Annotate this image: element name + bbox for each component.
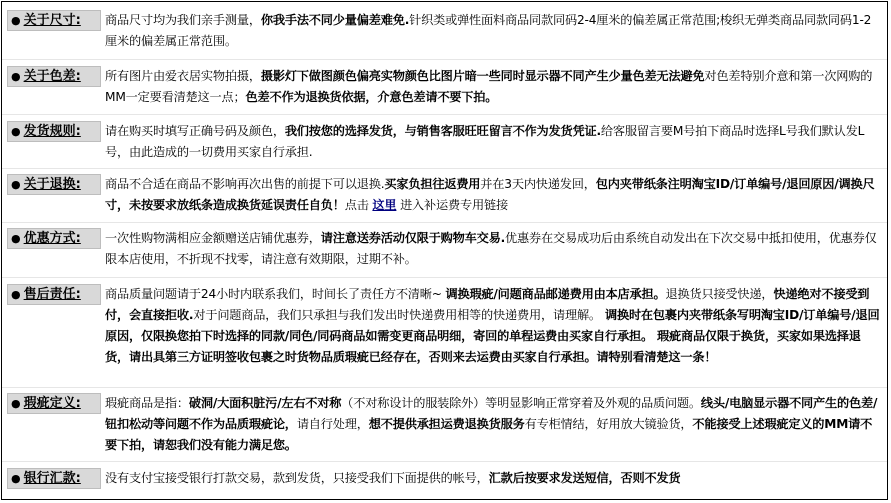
section-content — [105, 174, 883, 216]
body-text: 有专柜情结，好用放大镜验货， — [524, 417, 693, 431]
section-label: ● 关于尺寸: — [7, 10, 101, 31]
body-text: 点击 — [344, 198, 373, 212]
section-label: ● 发货规则: — [7, 121, 101, 142]
section-content — [105, 468, 883, 489]
bullet-icon: ● — [11, 14, 21, 27]
section-label: ● 关于退换: — [7, 174, 101, 195]
emphasis-text: 快递绝对不接受到付，会直接拒收. — [105, 287, 870, 322]
section-content — [105, 10, 883, 52]
emphasis-text: 破洞/大面积脏污/左右不对称 — [188, 396, 342, 410]
section-label: ● 关于色差: — [7, 66, 101, 87]
emphasis-text: 色差不作为退换货依据，介意色差请不要下拍。 — [245, 90, 498, 104]
emphasis-text: 包内夹带纸条注明淘宝ID/订单编号/退回原因/调换尺寸，未按要求放纸条造成换货延误责任自负！ — [105, 177, 875, 212]
body-text: 对色差特别介意和第一次网购的MM一定要看清楚这一点； — [105, 69, 873, 104]
body-text: 一次性购物满相应金额赠送店铺优惠券， — [105, 231, 321, 245]
body-text: 所有图片由爱衣居实物拍摄， — [105, 69, 261, 83]
bullet-icon: ● — [11, 397, 21, 410]
body-text: 给客服留言要M号拍下商品时选择L号我们默认发L号，由此造成的一切费用买家自行承担. — [105, 124, 865, 159]
bullet-icon: ● — [11, 125, 21, 138]
body-text: 针织类或弹性面料商品同款同码2-4厘米的偏差属正常范围;梭织无弹类商品同款同码1-2厘米的偏差属正常范围。 — [105, 13, 872, 48]
emphasis-text: 我们按您的选择发货，与销售客服旺旺留言不作为发货凭证. — [284, 124, 601, 138]
emphasis-text: 你我手法不同少量偏差难免. — [260, 13, 410, 27]
section-content — [105, 66, 883, 108]
bullet-icon: ● — [11, 472, 21, 485]
section-label: ● 银行汇款: — [7, 468, 101, 489]
emphasis-text: 摄影灯下做图颜色偏亮实物颜色比图片暗一些同时显示器不同产生少量色差无法避免 — [260, 69, 705, 83]
emphasis-text: 想不提供承担运费退换货服务 — [368, 417, 525, 431]
section-content — [105, 228, 883, 270]
body-text: 退换货只接受快递， — [665, 287, 774, 301]
emphasis-text: 不能接受上述瑕疵定义的MM请不要下拍，请恕我们没有能力满足您。 — [105, 417, 873, 452]
section-label: ● 优惠方式: — [7, 228, 101, 249]
body-text: 进入补运费专用链接 — [396, 198, 508, 212]
emphasis-text: 汇款后按要求发送短信，否则不发货 — [488, 471, 681, 485]
extra-shipping-link[interactable]: 这里 — [372, 198, 397, 212]
body-text: 商品质量问题请于24小时内联系我们，时间长了责任方不清晰~ — [105, 287, 446, 301]
body-text: 请在购买时填写正确号码及颜色， — [105, 124, 285, 138]
emphasis-text: 线头/电脑显示器不同产生的色差/钮扣松动等问题不作为品质瑕疵论， — [105, 396, 878, 431]
body-text: （不对称设计的服装除外）等明显影响正常穿着及外观的品质问题。 — [341, 396, 701, 410]
emphasis-text: 调换瑕疵/问题商品邮递费用由本店承担。 — [445, 287, 666, 301]
body-text: 请自行处理， — [296, 417, 369, 431]
bullet-icon: ● — [11, 232, 21, 245]
section-label: ● 售后责任: — [7, 284, 101, 305]
body-text: 对于问题商品，我们只承担与我们发出时快递费用相等的快递费用，请理解。 — [193, 308, 601, 322]
body-text: 商品尺寸均为我们亲手测量， — [105, 13, 261, 27]
emphasis-text: 请注意送券活动仅限于购物车交易. — [320, 231, 506, 245]
body-text: 瑕疵商品是指： — [105, 396, 189, 410]
bullet-icon: ● — [11, 288, 21, 301]
section-content — [105, 121, 883, 163]
store-policy-panel — [1, 1, 888, 500]
emphasis-text: 买家负担往返费用 — [384, 177, 481, 191]
emphasis-text: 调换时在包裹内夹带纸条写明淘宝ID/订单编号/退回原因，仅限换您拍下时选择的同款/同色/同码商品如需变更商品明细，寄回的单程运费由买家自行承担。 瑕疵商品仅限于换货，买家如果选择退货，请出具第三方证明签收包裹之时货物品质瑕疵已经存在，否则来去运费由买家自行承担。请特别看清楚这一条！ — [105, 308, 880, 364]
body-text: 优惠券在交易成功后由系统自动发出在下次交易中抵扣使用，优惠券仅限本店使用，不折现不找零，请注意有效期限，过期不补。 — [105, 231, 877, 266]
section-content — [105, 284, 883, 368]
section-label: ● 瑕疵定义: — [7, 393, 101, 414]
body-text: 并在3天内快递发回， — [480, 177, 596, 191]
bullet-icon: ● — [11, 178, 21, 191]
body-text: 商品不合适在商品不影响再次出售的前提下可以退换. — [105, 177, 385, 191]
body-text: 没有支付宝接受银行打款交易，款到发货，只接受我们下面提供的帐号， — [105, 471, 489, 485]
section-content — [105, 393, 883, 456]
bullet-icon: ● — [11, 70, 21, 83]
